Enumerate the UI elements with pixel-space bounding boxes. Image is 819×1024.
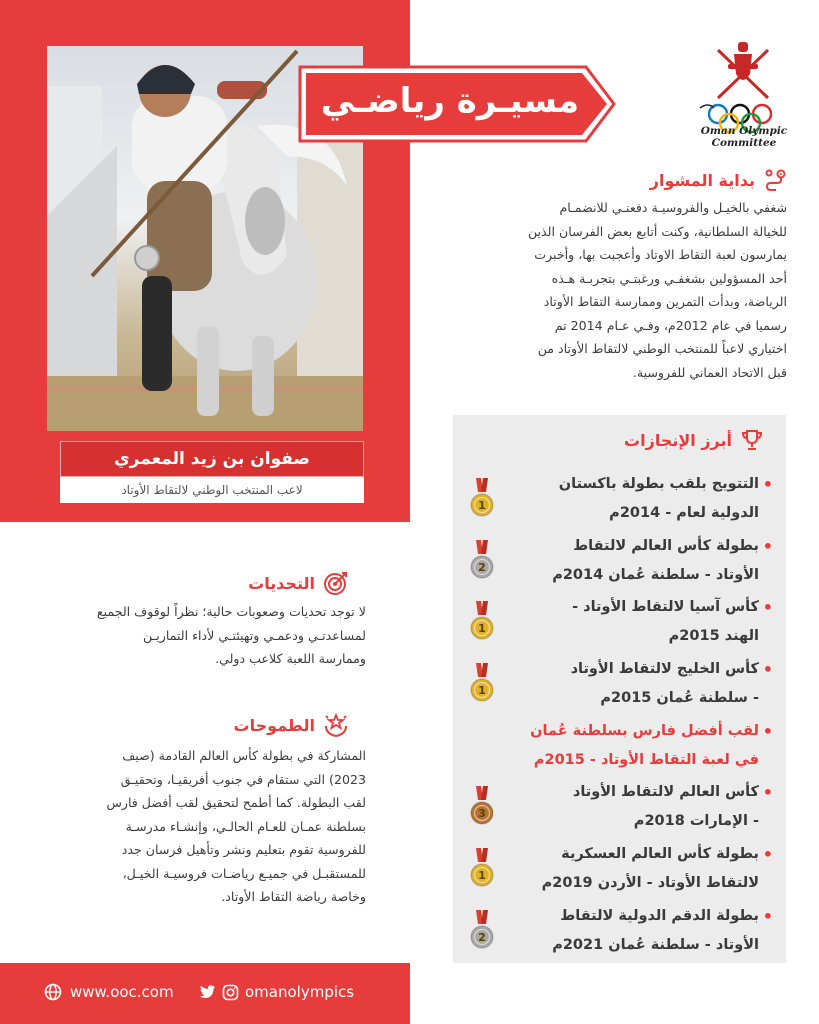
logo-english-text: Oman Olympic Committee [700,125,788,149]
medal-rank: 2 [478,560,486,574]
route-map-icon [763,168,787,192]
bronze-medal-icon [469,786,495,828]
achievement-item [463,470,775,532]
achievement-line: لالتقاط الأوتاد - الأردن 2019م [541,875,759,892]
achievement-item [463,717,775,779]
website-link[interactable] [44,983,174,1001]
gold-medal-icon [469,663,495,705]
achievement-line: • كأس العالم لالتقاط الأوتاد [572,784,759,801]
achievement-text [527,532,773,590]
achievement-text [527,655,773,713]
beginning-heading-text: بداية المشوار [649,170,755,190]
achievement-text [527,840,773,898]
text-line: وخاصة رياضة التقاط الأوتاد. [221,889,366,904]
achievement-line: • بطولة كأس العالم لالتقاط [573,537,759,554]
text-line: رسميا في عام 2012م، وفـي عـام 2014 تم [554,317,787,333]
globe-icon [44,983,62,1001]
achievement-line: الهند 2015م [668,628,759,645]
achievement-item [463,532,775,594]
ambitions-heading [234,712,349,738]
text-line: قبل الاتحاد العماني للفروسية. [632,364,787,380]
text-line: المشاركة في بطولة كأس العالم القادمة (صيف [122,748,366,763]
achievement-item [463,902,775,964]
beginning-paragraph [455,196,787,384]
gold-medal-icon [469,848,495,890]
achievement-line: في لعبة التقاط الأوتاد - 2015م [533,751,759,768]
text-line: أحد المسؤولين بشغفـي ورغبتـي بتجربـة هـذه [551,270,787,286]
challenges-heading [248,570,349,596]
aspiration-star-icon [323,712,349,738]
target-icon [323,570,349,596]
challenges-paragraph [44,600,366,671]
text-line: اختياري لاعباً للمنتخب الوطني لالتقاط الأوتاد من [537,341,787,356]
text-line: الرياضة، وبدأت التمرين وممارسة التقاط الأوتاد [543,294,787,309]
achievement-line: الأوتاد - سلطنة عُمان 2014م [552,566,759,583]
achievement-line: • بطولة الدقم الدولية لالتقاط [560,907,759,924]
medal-rank: 2 [478,930,486,944]
achievement-text [527,717,773,775]
gold-medal-icon [469,478,495,520]
medal-rank: 1 [478,499,486,512]
website-text: www.ooc.com [70,983,174,1001]
athlete-role: لاعب المنتخب الوطني لالتقاط الأوتاد [60,477,364,503]
achievement-item [463,593,775,655]
achievement-line: • كأس الخليج لالتقاط الأوتاد [570,661,759,678]
trophy-icon [740,428,764,452]
achievement-text [527,902,773,960]
medal-rank: 3 [478,807,486,821]
achievement-line: الدولية لعام - 2014م [609,505,759,521]
silver-medal-icon [469,910,495,952]
text-line: للمستقبـل في جميـع رياضـات فروسيـة الخيـل، [122,865,366,881]
text-line: للفروسية تقوم بتعليم ونشر وتأهيل فرسان جدد [121,842,366,857]
achievement-line: الأوتاد - سلطنة عُمان 2021م [552,936,759,953]
social-handle-text: omanolympics [245,983,355,1001]
achievement-line: - سلطنة عُمان 2015م [600,690,759,707]
instagram-icon [222,984,239,1001]
achievements-heading-text: أبرز الإنجازات [624,430,732,450]
achievement-line: - الإمارات 2018م [633,813,759,830]
text-line: لقب البطولة. كما أطمح لتحقيق لقب أفضل فارس [106,795,366,810]
ambitions-paragraph [44,744,366,909]
silver-medal-icon [469,540,495,582]
page-title: مسيـرة رياضـي [320,81,580,121]
text-line: لمساعدتـي ودعمـي وتهيئتـي لأداء التماريـن [143,627,366,643]
achievement-line: • كأس آسيا لالتقاط الأوتاد - [572,599,759,616]
achievement-item [463,655,775,717]
text-line: للخيالة السلطانية، وكنت أتابع بعض الفرسان الذين [527,223,787,239]
medal-rank: 1 [478,684,486,698]
achievement-text [527,778,773,836]
text-line: شغفي بالخيـل والفروسيـة دفعنـي للانضمـام [559,200,787,215]
achievement-line: • بطولة كأس العالم العسكرية [561,846,759,863]
beginning-heading [650,168,787,192]
athlete-name: صفوان بن زيد المعمري [60,441,364,477]
medal-rank: 1 [478,622,486,636]
achievements-list [463,470,775,964]
text-line: وممارسة اللعبة كلاعب دولي. [215,651,366,666]
social-handle-link[interactable] [198,983,354,1001]
achievement-line: • لقب أفضل فارس بسلطنة عُمان [530,722,759,739]
achievements-heading [470,428,764,452]
achievement-item [463,840,775,902]
twitter-icon [198,984,216,1000]
text-line: بسلطنة عمـان للعـام الحالـي، وإنشـاء مدرسـة [125,818,366,834]
text-line: يمارسون لعبة التقاط الاوتاد وأعجبت بها، وأخبرت [534,247,787,262]
text-line: 2023) التي ستقام في جنوب أفريقيـا، وتحقيـق [120,771,366,787]
medal-rank: 1 [478,869,486,883]
achievement-text [527,593,773,651]
achievement-line: • التتويج بلقب بطولة باكستان [558,476,759,492]
achievement-item [463,778,775,840]
text-line: لا توجد تحديات وصعوبات حالية؛ نظراً لوقوف الجميع [96,604,366,619]
challenges-heading-text: التحديات [248,573,315,593]
ambitions-heading-text: الطموحات [233,715,315,735]
achievement-text [527,470,773,528]
gold-medal-icon [469,601,495,643]
